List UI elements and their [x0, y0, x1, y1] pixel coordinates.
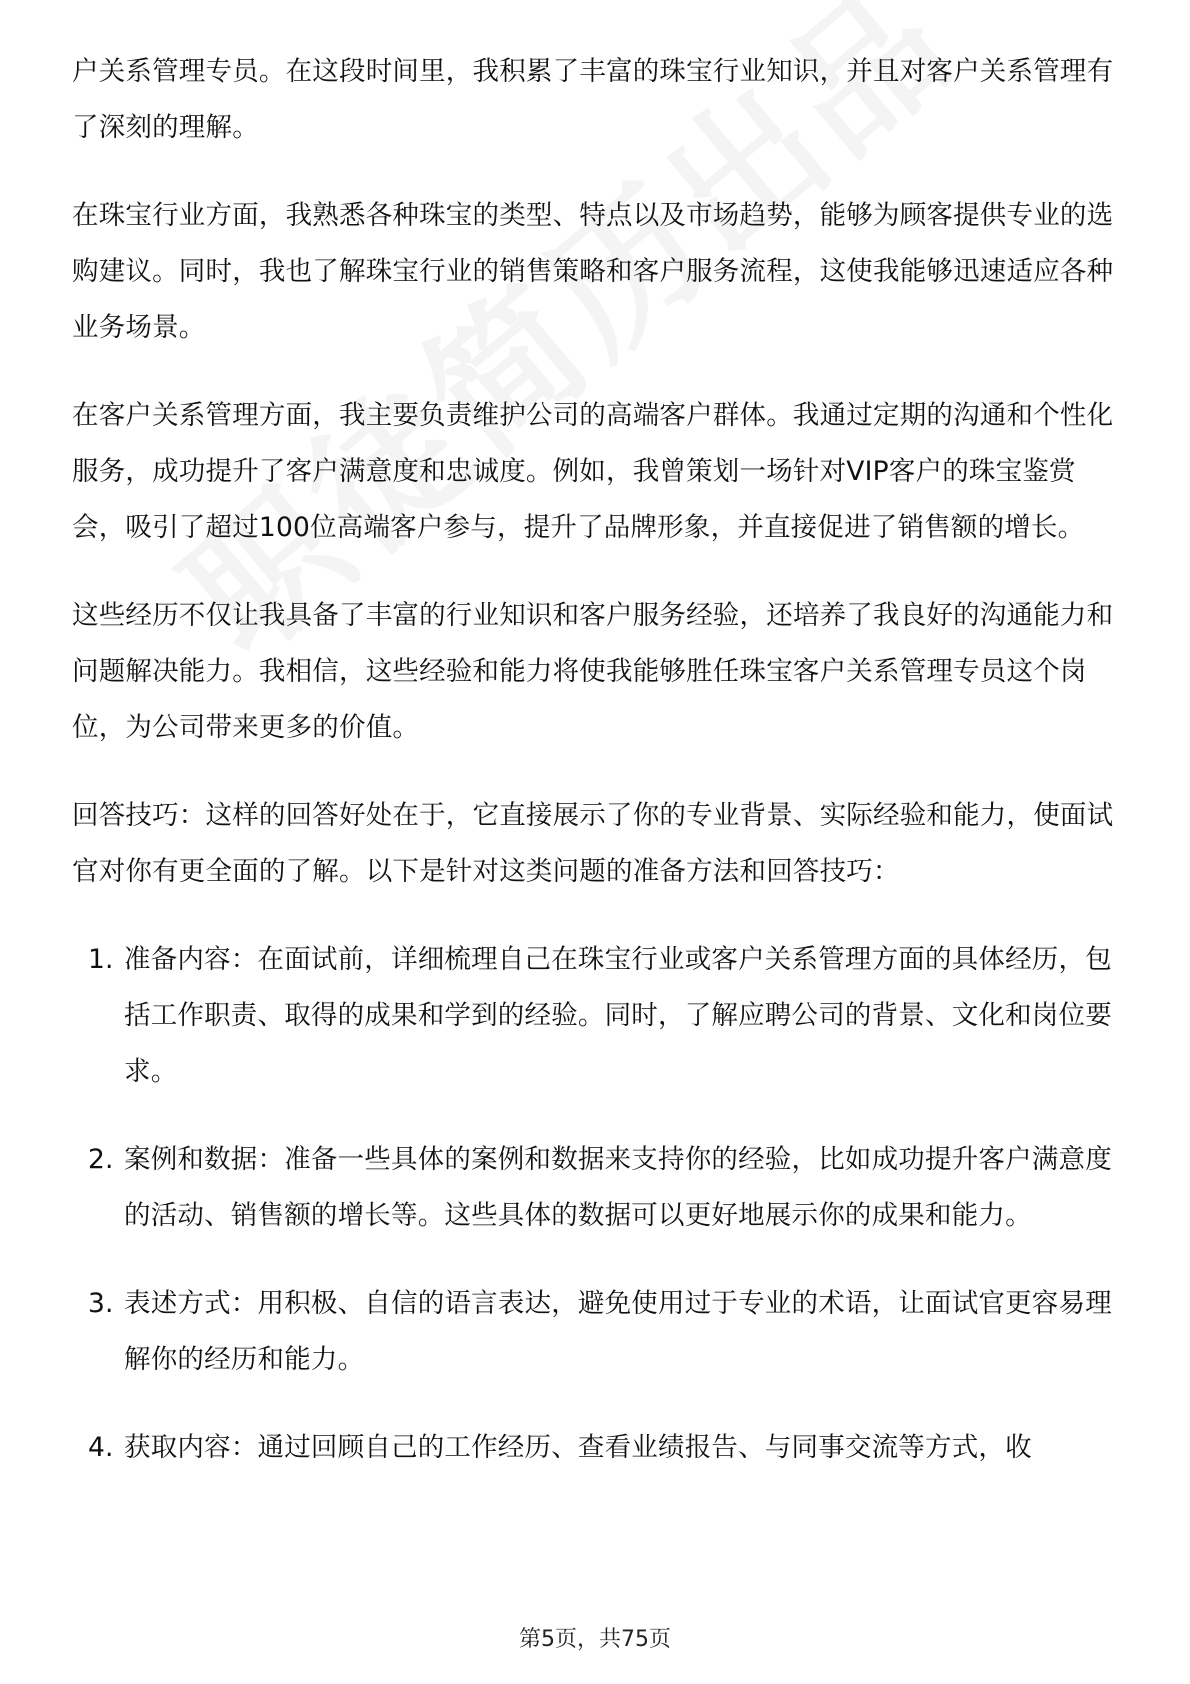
list-item-text: 获取内容：通过回顾自己的工作经历、查看业绩报告、与同事交流等方式，收: [124, 1432, 1032, 1463]
paragraph: 在珠宝行业方面，我熟悉各种珠宝的类型、特点以及市场趋势，能够为顾客提供专业的选购建议。同时，我也了解珠宝行业的销售策略和客户服务流程，这使我能够迅速适应各种业务场景。: [72, 200, 1114, 343]
list-number: 4.: [88, 1432, 114, 1463]
list-item: [72, 1132, 1122, 1244]
document-body: [72, 44, 1122, 1508]
list-number: 1.: [88, 944, 114, 975]
paragraph: 这些经历不仅让我具备了丰富的行业知识和客户服务经验，还培养了我良好的沟通能力和问题解决能力。我相信，这些经验和能力将使我能够胜任珠宝客户关系管理专员这个岗位，为公司带来更多的价值。: [72, 600, 1114, 743]
list-item-text: 表述方式：用积极、自信的语言表达，避免使用过于专业的术语，让面试官更容易理解你的经历和能力。: [124, 1288, 1112, 1375]
page-footer: 第5页，共75页: [519, 1627, 671, 1652]
tips-list: [72, 932, 1122, 1476]
list-number: 2.: [88, 1144, 114, 1175]
paragraph: 在客户关系管理方面，我主要负责维护公司的高端客户群体。我通过定期的沟通和个性化服务，成功提升了客户满意度和忠诚度。例如，我曾策划一场针对VIP客户的珠宝鉴赏会，吸引了超过100位高端客户参与，提升了品牌形象，并直接促进了销售额的增长。: [72, 400, 1114, 543]
list-number: 3.: [88, 1288, 114, 1319]
paragraph: 户关系管理专员。在这段时间里，我积累了丰富的珠宝行业知识，并且对客户关系管理有了深刻的理解。: [72, 56, 1114, 143]
list-item: [72, 1420, 1122, 1476]
list-item: [72, 932, 1122, 1100]
list-item-text: 案例和数据：准备一些具体的案例和数据来支持你的经验，比如成功提升客户满意度的活动、销售额的增长等。这些具体的数据可以更好地展示你的成果和能力。: [124, 1144, 1112, 1231]
paragraph: 回答技巧：这样的回答好处在于，它直接展示了你的专业背景、实际经验和能力，使面试官对你有更全面的了解。以下是针对这类问题的准备方法和回答技巧：: [72, 800, 1114, 887]
list-item: [72, 1276, 1122, 1388]
list-item-text: 准备内容：在面试前，详细梳理自己在珠宝行业或客户关系管理方面的具体经历，包括工作职责、取得的成果和学到的经验。同时，了解应聘公司的背景、文化和岗位要求。: [124, 944, 1112, 1087]
